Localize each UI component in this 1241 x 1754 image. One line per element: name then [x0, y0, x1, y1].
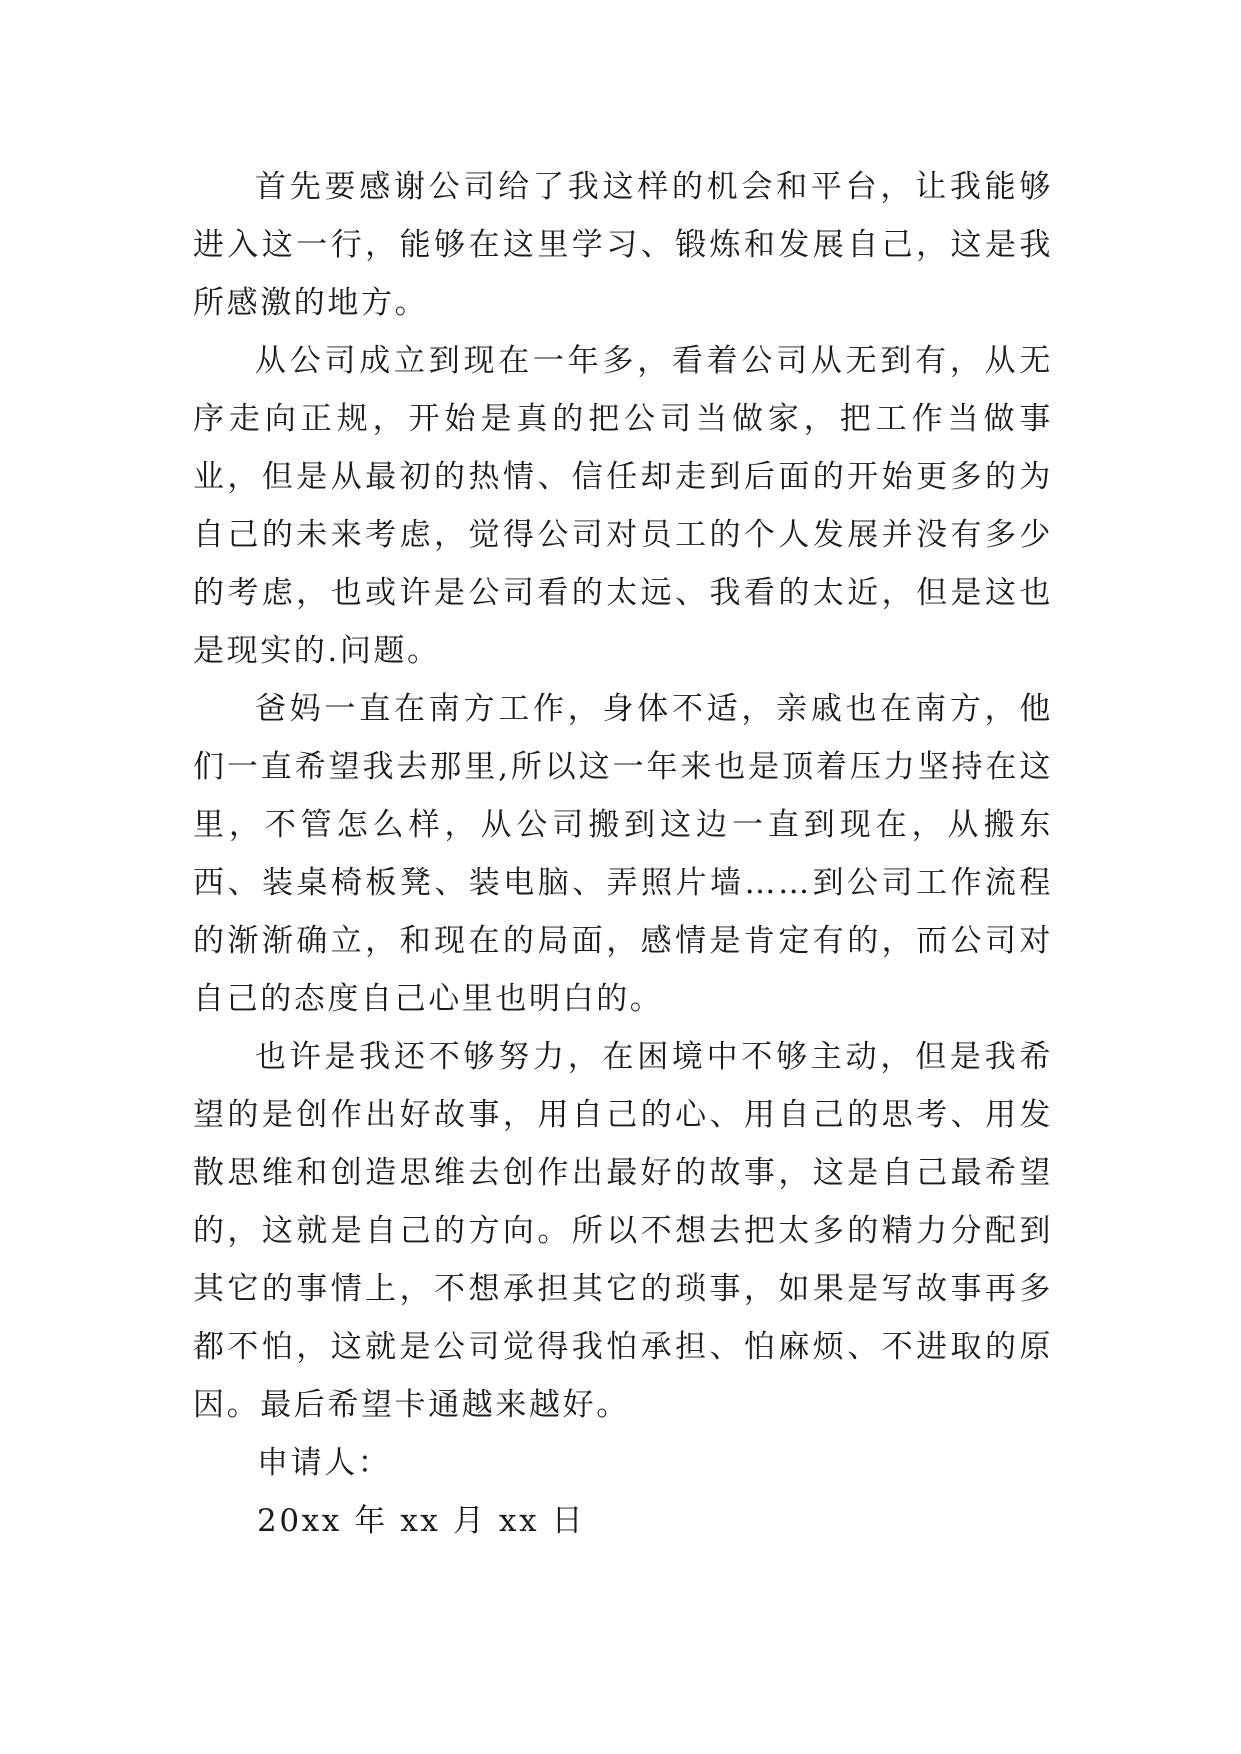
applicant-label: 申请人：	[257, 1445, 392, 1481]
paragraph-gratitude: 首先要感谢公司给了我这样的机会和平台，让我能够进入这一行，能够在这里学习、锻炼和发展自己，这是我所感激的地方。	[193, 169, 1053, 321]
signature-date: 20xx 年 xx 月 xx 日	[257, 1503, 586, 1539]
paragraph-company-history: 从公司成立到现在一年多，看着公司从无到有，从无序走向正规，开始是真的把公司当做家，把工作当做事业，但是从最初的热情、信任却走到后面的开始更多的为自己的未来考虑，觉得公司对员工的个人发展并没有多少的考虑，也或许是公司看的太远、我看的太近，但是这也是现实的.问题。	[193, 343, 1053, 669]
paragraph-family: 爸妈一直在南方工作，身体不适，亲戚也在南方，他们一直希望我去那里,所以这一年来也是顶着压力坚持在这里，不管怎么样，从公司搬到这边一直到现在，从搬东西、装桌椅板凳、装电脑、弄照片墙……到公司工作流程的渐渐确立，和现在的局面，感情是肯定有的，而公司对自己的态度自己心里也明白的。	[193, 691, 1053, 1017]
paragraph-aspiration: 也许是我还不够努力，在困境中不够主动，但是我希望的是创作出好故事，用自己的心、用自己的思考、用发散思维和创造思维去创作出最好的故事，这是自己最希望的，这就是自己的方向。所以不想去把太多的精力分配到其它的事情上，不想承担其它的琐事，如果是写故事再多都不怕，这就是公司觉得我怕承担、怕麻烦、不进取的原因。最后希望卡通越来越好。	[193, 1039, 1053, 1423]
letter-body	[193, 158, 1053, 1550]
